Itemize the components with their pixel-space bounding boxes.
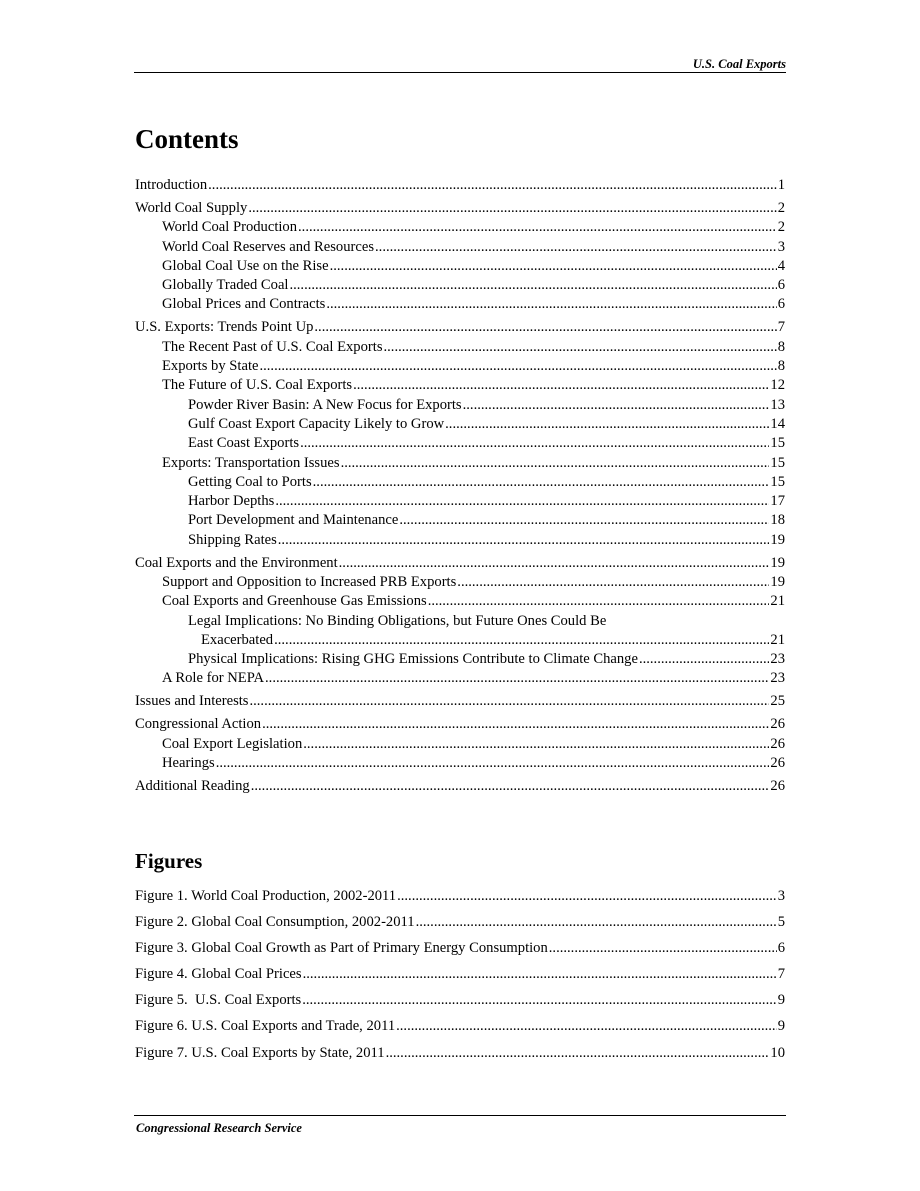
toc-entry[interactable]: Support and Opposition to Increased PRB Exports ..... 19 — [135, 573, 785, 592]
toc-entry-continuation[interactable]: Exacerbated ..... 21 — [135, 631, 785, 650]
footer-rule — [134, 1115, 786, 1116]
figure-entry[interactable]: Figure 3. Global Coal Growth as Part of Primary Energy Consumption ..... 6 — [135, 939, 785, 958]
toc-entry[interactable]: World Coal Supply ..... 2 — [135, 199, 785, 218]
toc-entry[interactable]: Issues and Interests ..... 25 — [135, 692, 785, 711]
toc-entry[interactable]: Additional Reading ..... 26 — [135, 777, 785, 796]
contents-title: Contents — [135, 124, 239, 154]
toc-entry[interactable]: The Future of U.S. Coal Exports ..... 12 — [135, 376, 785, 395]
figure-entry[interactable]: Figure 6. U.S. Coal Exports and Trade, 2011 ..... 9 — [135, 1017, 785, 1036]
toc-entry[interactable]: World Coal Reserves and Resources ..... 3 — [135, 238, 785, 257]
figure-entry[interactable]: Figure 5. U.S. Coal Exports ..... 9 — [135, 991, 785, 1010]
running-header: U.S. Coal Exports — [692, 57, 786, 71]
toc-entry[interactable]: Exports: Transportation Issues ..... 15 — [135, 454, 785, 473]
figure-entry[interactable]: Figure 2. Global Coal Consumption, 2002-2011 ..... 5 — [135, 913, 785, 932]
toc-entry[interactable]: Introduction ..... 1 — [135, 176, 785, 195]
toc-entry[interactable]: Global Coal Use on the Rise ..... 4 — [135, 257, 785, 276]
toc-entry[interactable]: Physical Implications: Rising GHG Emissions Contribute to Climate Change ..... 23 — [135, 650, 785, 669]
toc-entry[interactable]: World Coal Production ..... 2 — [135, 218, 785, 237]
toc-entry[interactable]: Port Development and Maintenance ..... 18 — [135, 511, 785, 530]
toc-entry[interactable]: Global Prices and Contracts ..... 6 — [135, 295, 785, 314]
toc-entry[interactable]: Coal Exports and Greenhouse Gas Emissions ..... 21 — [135, 592, 785, 611]
toc-entry[interactable]: Shipping Rates ..... 19 — [135, 531, 785, 550]
toc-entry[interactable]: Coal Exports and the Environment ..... 19 — [135, 554, 785, 573]
figure-entry[interactable]: Figure 1. World Coal Production, 2002-2011 ..... 3 — [135, 887, 785, 906]
figure-entry[interactable]: Figure 7. U.S. Coal Exports by State, 2011 ..... 10 — [135, 1044, 785, 1063]
toc-entry[interactable]: Powder River Basin: A New Focus for Exports ..... 13 — [135, 396, 785, 415]
figures-title: Figures — [135, 849, 203, 873]
toc-entry[interactable]: Getting Coal to Ports ..... 15 — [135, 473, 785, 492]
header-rule — [134, 72, 786, 73]
toc-entry[interactable]: East Coast Exports ..... 15 — [135, 434, 785, 453]
contents-list — [135, 176, 785, 796]
running-footer: Congressional Research Service — [136, 1121, 302, 1135]
toc-entry[interactable]: Harbor Depths ..... 17 — [135, 492, 785, 511]
toc-entry[interactable]: A Role for NEPA ..... 23 — [135, 669, 785, 688]
toc-entry[interactable]: Globally Traded Coal ..... 6 — [135, 276, 785, 295]
toc-entry[interactable]: Hearings ..... 26 — [135, 754, 785, 773]
toc-entry[interactable]: Exports by State ..... 8 — [135, 357, 785, 376]
toc-entry[interactable]: The Recent Past of U.S. Coal Exports ..... 8 — [135, 338, 785, 357]
figures-list — [135, 887, 785, 1063]
figure-entry[interactable]: Figure 4. Global Coal Prices ..... 7 — [135, 965, 785, 984]
toc-entry[interactable]: Coal Export Legislation ..... 26 — [135, 735, 785, 754]
toc-entry[interactable]: Legal Implications: No Binding Obligations, but Future Ones Could Be — [188, 612, 607, 629]
toc-entry[interactable]: U.S. Exports: Trends Point Up ..... 7 — [135, 318, 785, 337]
toc-entry[interactable]: Gulf Coast Export Capacity Likely to Grow ..... 14 — [135, 415, 785, 434]
toc-entry[interactable]: Congressional Action ..... 26 — [135, 715, 785, 734]
